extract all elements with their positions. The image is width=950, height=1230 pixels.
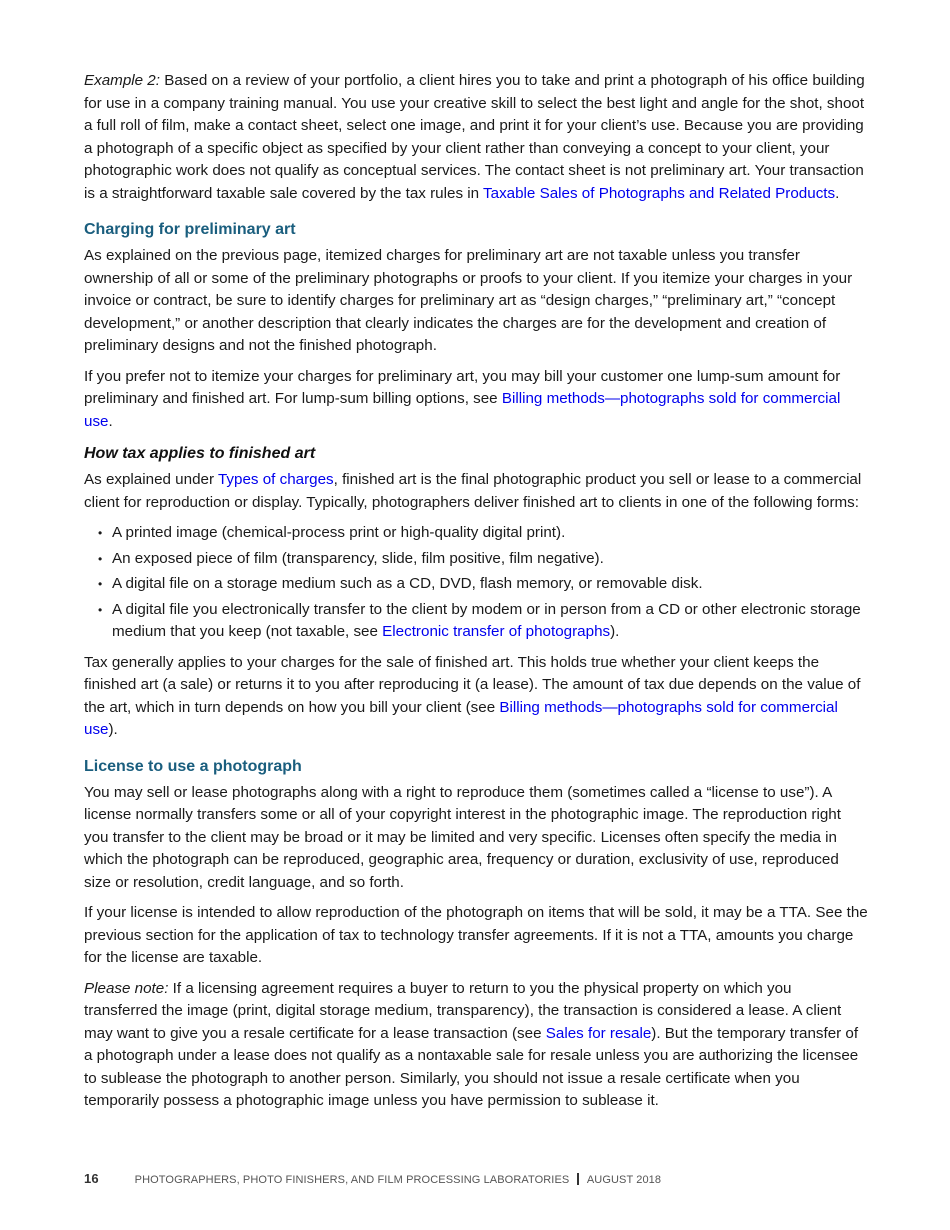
- sales-for-resale-link[interactable]: Sales for resale: [545, 1024, 652, 1042]
- example-label: Example 2:: [84, 72, 160, 89]
- list-item: • An exposed piece of film (transparency, slide, film positive, film negative).: [112, 548, 868, 571]
- bullet-icon: •: [98, 551, 103, 566]
- heading-finished-art: How tax applies to finished art: [84, 445, 316, 462]
- page-footer: [84, 1171, 661, 1186]
- heading-preliminary-art: Charging for preliminary art: [84, 221, 296, 238]
- note-label: Please note:: [84, 979, 169, 997]
- document-body: [84, 70, 868, 1121]
- electronic-transfer-link[interactable]: Electronic transfer of photographs: [382, 623, 611, 640]
- finished-art-forms-list: [84, 522, 868, 644]
- taxable-sales-link[interactable]: Taxable Sales of Photographs and Related Products: [483, 184, 836, 202]
- example-2-paragraph: Example 2: Based on a review of your portfolio, a client hires you to take and print a photograph of his office building for use in a company training manual. You use your creative skill to select the best light and angle for the shot, shoot a full roll of film, make a contact sheet, select one image, and print it for your client’s use. Because you are providing a photograph of a specific object as specified by your client rather than conveying a concept to your client, your photographic work does not qualify as conceptual services. The contact sheet is not preliminary art. Your transaction is a straightforward taxable sale covered by the tax rules in Taxable Sales of Photographs and Related Products.: [84, 72, 865, 202]
- license-paragraph-2: If your license is intended to allow reproduction of the photograph on items that will be sold, it may be a TTA. See the previous section for the application of tax to technology transfer agreements. If it is not a TTA, amounts you charge for the license are taxable.: [84, 904, 868, 966]
- publication-title: PHOTOGRAPHERS, PHOTO FINISHERS, AND FILM PROCESSING LABORATORIES: [134, 1174, 570, 1186]
- billing-methods-link[interactable]: Billing methods—photographs sold for commercial use: [84, 390, 841, 430]
- billing-methods-link-2[interactable]: Billing methods—photographs sold for commercial use: [84, 698, 838, 738]
- finished-paragraph-2: Tax generally applies to your charges for the sale of finished art. This holds true whether your client keeps the finished art (a sale) or returns it to you after reproducing it (a lease). The amount of tax due depends on the value of the art, which in turn depends on how you bill your client (see Billing methods—photographs sold for commercial use).: [84, 653, 861, 738]
- bullet-icon: •: [98, 577, 103, 591]
- list-item: • A digital file you electronically transfer to the client by modem or in person from a CD or other electronic storage medium that you keep (not taxable, see Electronic transfer of photographs).: [98, 600, 861, 640]
- footer-divider: [577, 1173, 579, 1185]
- preliminary-paragraph-1: As explained on the previous page, itemized charges for preliminary art are not taxable unless you transfer ownership of all or some of the preliminary photographs or proofs to your client. If you itemize your charges in your invoice or contract, be sure to identify charges for preliminary art as “design charges,” “preliminary art,” “concept development,” or another description that clearly indicates the charges are for the development and creation of preliminary designs and not the finished photograph.: [84, 247, 853, 354]
- license-paragraph-1: You may sell or lease photographs along with a right to reproduce them (sometimes called a “license to use”). A license normally transfers some or all of your copyright interest in the photographic image. The reproduction right you transfer to the client may be broad or it may be limited and very specific. Licenses often specify the media in which the photograph can be reproduced, geographic area, frequency or duration, exclusivity of use, reproduced size or resolution, credit language, and so forth.: [84, 783, 841, 891]
- types-of-charges-link[interactable]: Types of charges: [217, 471, 334, 488]
- preliminary-paragraph-2: If you prefer not to itemize your charges for preliminary art, you may bill your customer one lump-sum amount for preliminary and finished art. For lump-sum billing options, see Billing methods—photographs sold for commercial use.: [84, 367, 841, 430]
- bullet-icon: •: [98, 602, 103, 617]
- list-item: • A printed image (chemical-process print or high-quality digital print).: [112, 522, 868, 545]
- list-item: • A digital file on a storage medium such as a CD, DVD, flash memory, or removable disk.: [112, 573, 868, 596]
- page-number: 16: [84, 1171, 99, 1186]
- finished-paragraph-1: As explained under Types of charges, finished art is the final photographic product you sell or lease to a commercial client for reproduction or display. Typically, photographers deliver finished art to clients in one of the following forms:: [84, 471, 862, 511]
- please-note-paragraph: Please note: If a licensing agreement requires a buyer to return to you the physical property on which you transferred the image (print, digital storage medium, transparency), the transaction is considered a lease. A client may want to give you a resale certificate for a lease transaction (see Sales for resale). But the temporary transfer of a photograph under a lease does not qualify as a nontaxable sale for resale unless you are authorizing the licensee to sublease the photograph to another person. Similarly, you should not issue a resale certificate when you temporarily possess a photographic image unless you have permission to sublease it.: [84, 979, 859, 1109]
- bullet-icon: •: [98, 526, 103, 540]
- publication-date: AUGUST 2018: [586, 1174, 662, 1186]
- heading-license: License to use a photograph: [84, 757, 302, 775]
